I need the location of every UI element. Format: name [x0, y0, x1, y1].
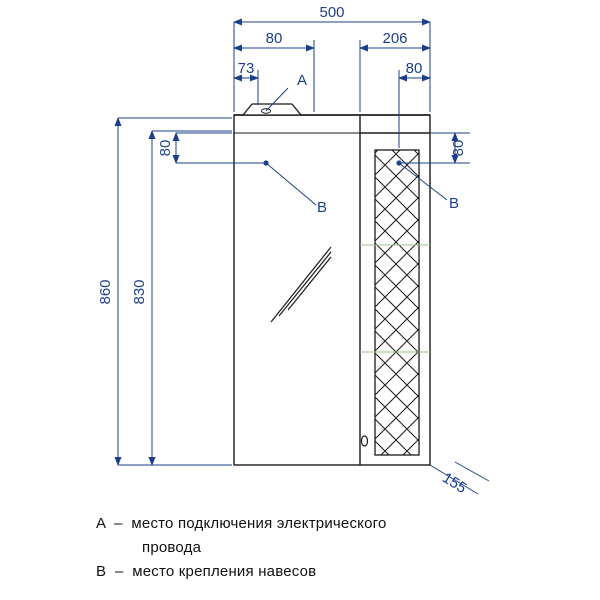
legend-line-a: A – место подключения электрического: [96, 515, 387, 532]
marker-b-right: B: [449, 195, 460, 212]
legend-line-a-cont: провода: [142, 539, 202, 556]
light-fixture: [243, 104, 301, 115]
dim-860: 860: [97, 279, 114, 305]
legend: [96, 512, 566, 584]
dim-500: 500: [319, 4, 345, 21]
dim-206: 206: [382, 30, 408, 47]
dim-80-top-left: 80: [157, 139, 174, 157]
dim-73: 73: [237, 60, 255, 77]
marker-a: A: [297, 72, 308, 89]
dim-155: 155: [439, 469, 470, 498]
marker-b-left: B: [317, 199, 328, 216]
dim-80-left: 80: [265, 30, 283, 47]
dim-80-right: 80: [405, 60, 423, 77]
legend-line-b: B – место крепления навесов: [96, 563, 317, 580]
dim-830: 830: [131, 279, 148, 305]
dim-80-top-right: 80: [450, 139, 467, 157]
